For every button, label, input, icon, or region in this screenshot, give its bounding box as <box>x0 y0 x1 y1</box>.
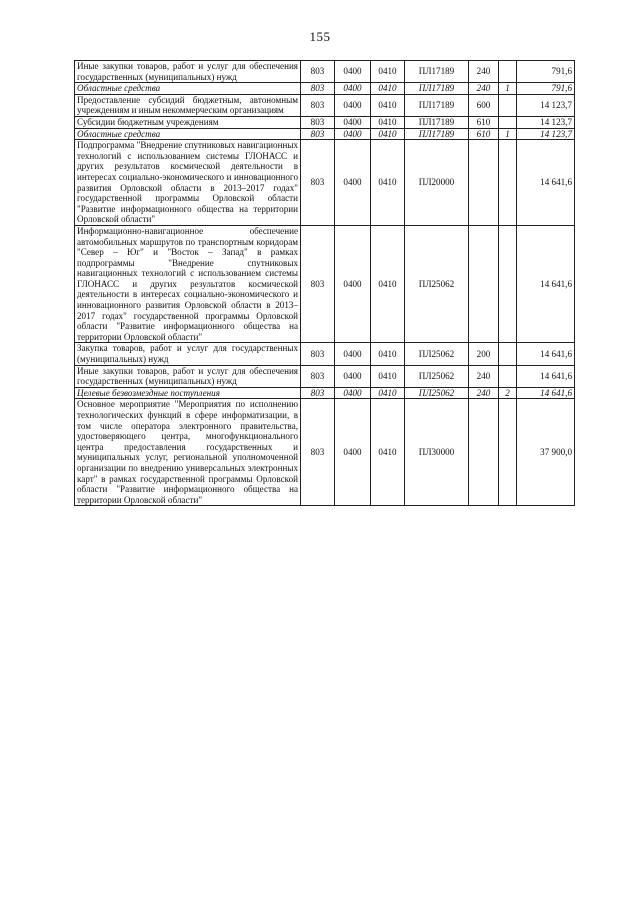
row-expense-type: 240 <box>469 83 499 95</box>
row-amount: 14 641,6 <box>517 365 575 387</box>
row-ministry-code: 803 <box>301 83 335 95</box>
row-expense-type: 240 <box>469 387 499 399</box>
table-row <box>75 61 575 83</box>
row-subsection-code: 0410 <box>371 94 405 116</box>
row-ministry-code: 803 <box>301 116 335 128</box>
table-row <box>75 116 575 128</box>
row-description: Подпрограмма "Внедрение спутниковых навигационных технологий с использованием системы ГЛОНАСС и других результатов космической деятельности в интересах социально-экономического и инновационного развития Орловской области в 2013–2017 годах" государственной программы Орловской области "Развитие информационного общества на территории Орловской области" <box>75 140 301 226</box>
table-row <box>75 387 575 399</box>
table-row <box>75 399 575 506</box>
row-section-code: 0400 <box>335 365 371 387</box>
row-section-code: 0400 <box>335 225 371 343</box>
table-row <box>75 94 575 116</box>
row-amount: 14 641,6 <box>517 387 575 399</box>
row-amount: 14 641,6 <box>517 343 575 365</box>
table-row <box>75 140 575 226</box>
row-amount: 14 123,7 <box>517 128 575 140</box>
row-section-code: 0400 <box>335 399 371 506</box>
row-description: Субсидии бюджетным учреждениям <box>75 116 301 128</box>
table-row <box>75 365 575 387</box>
row-amount: 791,6 <box>517 83 575 95</box>
row-funding-source: 2 <box>499 387 517 399</box>
row-expense-type: 240 <box>469 61 499 83</box>
row-subsection-code: 0410 <box>371 343 405 365</box>
row-ministry-code: 803 <box>301 387 335 399</box>
row-target-article: ПЛ25062 <box>405 343 469 365</box>
row-funding-source <box>499 94 517 116</box>
row-ministry-code: 803 <box>301 365 335 387</box>
row-section-code: 0400 <box>335 343 371 365</box>
row-funding-source <box>499 116 517 128</box>
row-amount: 14 641,6 <box>517 225 575 343</box>
row-description: Иные закупки товаров, работ и услуг для обеспечения государственных (муниципальных) нужд <box>75 365 301 387</box>
row-ministry-code: 803 <box>301 61 335 83</box>
row-description: Закупка товаров, работ и услуг для государственных (муниципальных) нужд <box>75 343 301 365</box>
row-expense-type: 200 <box>469 343 499 365</box>
row-subsection-code: 0410 <box>371 116 405 128</box>
row-subsection-code: 0410 <box>371 365 405 387</box>
row-target-article: ПЛ17189 <box>405 61 469 83</box>
row-expense-type: 610 <box>469 128 499 140</box>
row-target-article: ПЛ20000 <box>405 140 469 226</box>
row-section-code: 0400 <box>335 140 371 226</box>
row-target-article: ПЛ17189 <box>405 128 469 140</box>
row-subsection-code: 0410 <box>371 128 405 140</box>
row-expense-type: 610 <box>469 116 499 128</box>
row-amount: 14 123,7 <box>517 116 575 128</box>
row-ministry-code: 803 <box>301 94 335 116</box>
row-section-code: 0400 <box>335 61 371 83</box>
row-description: Областные средства <box>75 128 301 140</box>
row-ministry-code: 803 <box>301 140 335 226</box>
row-target-article: ПЛ25062 <box>405 365 469 387</box>
row-description: Предоставление субсидий бюджетным, автономным учреждениям и иным некоммерческим организациям <box>75 94 301 116</box>
row-funding-source <box>499 61 517 83</box>
row-expense-type <box>469 140 499 226</box>
row-amount: 14 123,7 <box>517 94 575 116</box>
row-section-code: 0400 <box>335 94 371 116</box>
row-target-article: ПЛ17189 <box>405 83 469 95</box>
table-row <box>75 225 575 343</box>
table-row <box>75 83 575 95</box>
row-ministry-code: 803 <box>301 128 335 140</box>
row-description: Иные закупки товаров, работ и услуг для обеспечения государственных (муниципальных) нужд <box>75 61 301 83</box>
row-subsection-code: 0410 <box>371 225 405 343</box>
row-subsection-code: 0410 <box>371 83 405 95</box>
row-subsection-code: 0410 <box>371 399 405 506</box>
row-funding-source <box>499 225 517 343</box>
row-ministry-code: 803 <box>301 399 335 506</box>
row-funding-source <box>499 399 517 506</box>
row-expense-type: 600 <box>469 94 499 116</box>
row-target-article: ПЛ30000 <box>405 399 469 506</box>
page-number: 155 <box>309 29 331 44</box>
row-description: Информационно-навигационное обеспечение автомобильных маршрутов по транспортным коридорам "Север – Юг" и "Восток – Запад" в рамках подпрограммы "Внедрение спутниковых навигационных технологий с использованием системы ГЛОНАСС и других результатов космической деятельности в интересах социально-экономического и инновационного развития Орловской области в 2013–2017 годах" государственной программы Орловской области "Развитие информационного общества на территории Орловской области" <box>75 225 301 343</box>
row-funding-source: 1 <box>499 128 517 140</box>
row-description: Областные средства <box>75 83 301 95</box>
budget-table <box>74 60 575 506</box>
row-target-article: ПЛ17189 <box>405 94 469 116</box>
row-funding-source <box>499 140 517 226</box>
row-section-code: 0400 <box>335 128 371 140</box>
row-funding-source: 1 <box>499 83 517 95</box>
row-description: Целевые безвозмездные поступления <box>75 387 301 399</box>
row-ministry-code: 803 <box>301 225 335 343</box>
row-section-code: 0400 <box>335 387 371 399</box>
table-row <box>75 343 575 365</box>
row-expense-type <box>469 225 499 343</box>
row-expense-type: 240 <box>469 365 499 387</box>
row-section-code: 0400 <box>335 116 371 128</box>
row-amount: 14 641,6 <box>517 140 575 226</box>
row-ministry-code: 803 <box>301 343 335 365</box>
row-description: Основное мероприятие "Мероприятия по исполнению технологических функций в сфере информатизации, в том числе оператора электронного правительства, удостоверяющего центра, многофункционального центра предоставления государственных и муниципальных услуг, региональной уполномоченной организации по внедрению универсальных электронных карт" в рамках государственной программы Орловской области "Развитие информационного общества на территории Орловской области" <box>75 399 301 506</box>
row-subsection-code: 0410 <box>371 387 405 399</box>
row-expense-type <box>469 399 499 506</box>
table-row <box>75 128 575 140</box>
row-amount: 37 900,0 <box>517 399 575 506</box>
row-section-code: 0400 <box>335 83 371 95</box>
row-amount: 791,6 <box>517 61 575 83</box>
row-subsection-code: 0410 <box>371 61 405 83</box>
row-subsection-code: 0410 <box>371 140 405 226</box>
row-target-article: ПЛ25062 <box>405 225 469 343</box>
row-target-article: ПЛ25062 <box>405 387 469 399</box>
row-target-article: ПЛ17189 <box>405 116 469 128</box>
row-funding-source <box>499 343 517 365</box>
row-funding-source <box>499 365 517 387</box>
